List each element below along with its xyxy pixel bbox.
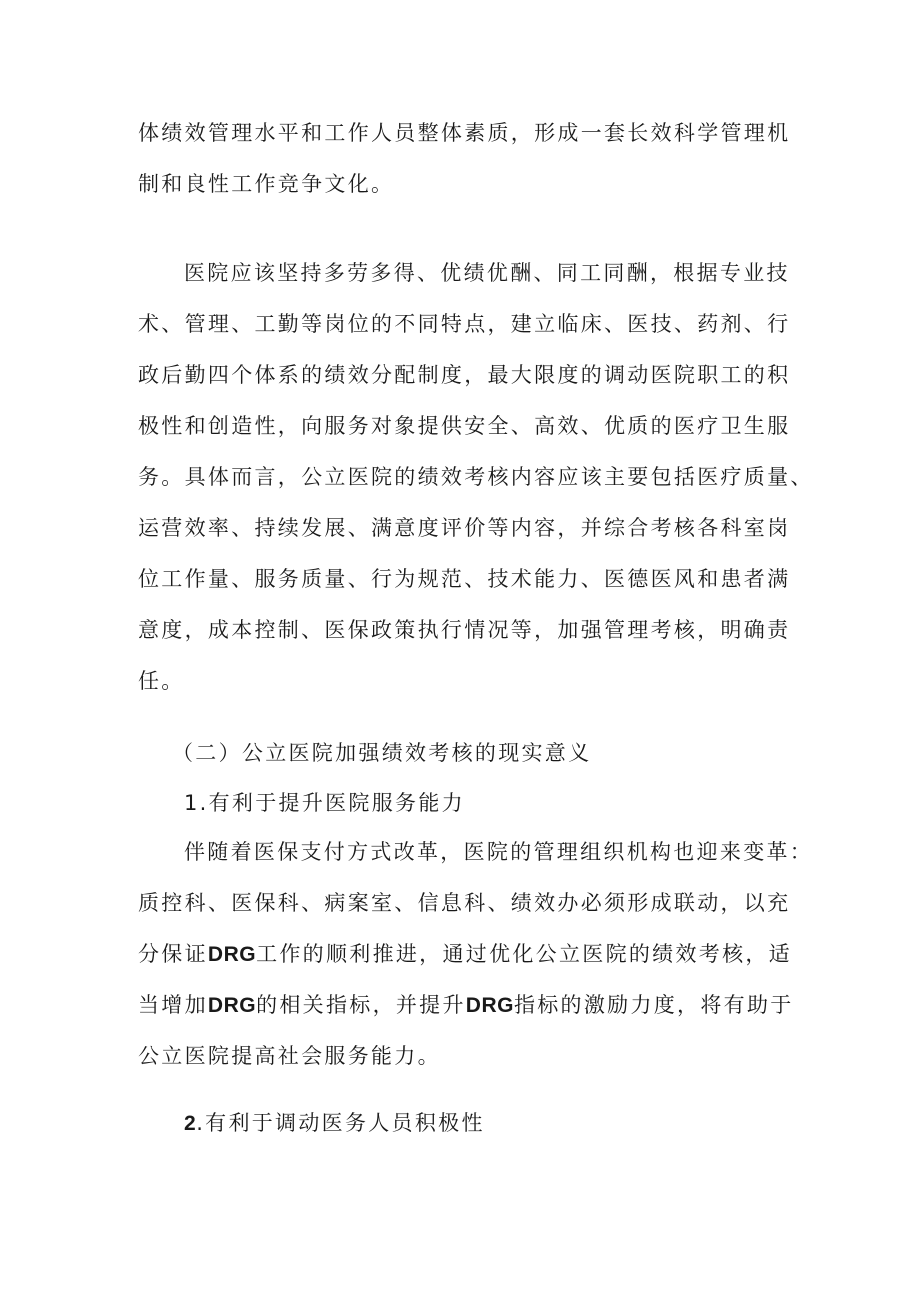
text-fragment: 指标的激励力度，将有助于: [513, 993, 794, 1017]
text-line: 公立医院提高社会服务能力。: [138, 1044, 441, 1068]
text-fragment: 的相关指标，并提升: [256, 993, 466, 1017]
sub-heading-1-text: 1.有利于提升医院服务能力: [184, 791, 465, 815]
text-line: 极性和创造性，向服务对象提供安全、高效、优质的医疗卫生服: [138, 414, 791, 438]
text-fragment: 分保证: [138, 942, 208, 966]
sub-heading-2-number: 2: [184, 1112, 197, 1135]
text-line: 政后勤四个体系的绩效分配制度，最大限度的调动医院职工的积: [138, 363, 791, 387]
sub-heading-1: [138, 778, 794, 829]
section-heading: [138, 728, 794, 779]
drg-term: DRG: [465, 994, 514, 1017]
text-line: 医院应该坚持多劳多得、优绩优酬、同工同酬，根据专业技: [184, 261, 790, 285]
text-fragment: 工作的顺利推进，通过优化公立医院的绩效考核，适: [256, 942, 792, 966]
paragraph-continuation: [138, 108, 794, 210]
text-line: [138, 980, 794, 1031]
text-line: 质控科、医保科、病案室、信息科、绩效办必须形成联动，以充: [138, 891, 791, 915]
text-line: 意度，成本控制、医保政策执行情况等，加强管理考核，明确责: [138, 618, 791, 642]
text-fragment: 当增加: [138, 993, 208, 1017]
text-line: [138, 929, 794, 980]
sub-heading-2-label: .有利于调动医务人员积极性: [196, 1111, 485, 1135]
text-line: 伴随着医保支付方式改革，医院的管理组织机构也迎来变革：: [184, 840, 814, 864]
text-line: 术、管理、工勤等岗位的不同特点，建立临床、医技、药剂、行: [138, 312, 791, 336]
text-line: 体绩效管理水平和工作人员整体素质，形成一套长效科学管理机: [138, 121, 791, 145]
text-line: 任。: [138, 669, 185, 693]
text-line: 制和良性工作竞争文化。: [138, 172, 395, 196]
text-line: 务。具体而言，公立医院的绩效考核内容应该主要包括医疗质量、: [138, 465, 814, 489]
section-heading-text: （二）公立医院加强绩效考核的现实意义: [172, 741, 592, 765]
paragraph-performance-distribution: [138, 248, 814, 707]
text-line: 位工作量、服务质量、行为规范、技术能力、医德医风和患者满: [138, 567, 791, 591]
drg-term: DRG: [207, 943, 257, 966]
paragraph-service-capability: [138, 827, 814, 1082]
drg-term: DRG: [207, 994, 257, 1017]
text-line: 运营效率、持续发展、满意度评价等内容，并综合考核各科室岗: [138, 516, 791, 540]
sub-heading-2: [138, 1098, 794, 1149]
sub-heading-2-text: [138, 1098, 794, 1149]
